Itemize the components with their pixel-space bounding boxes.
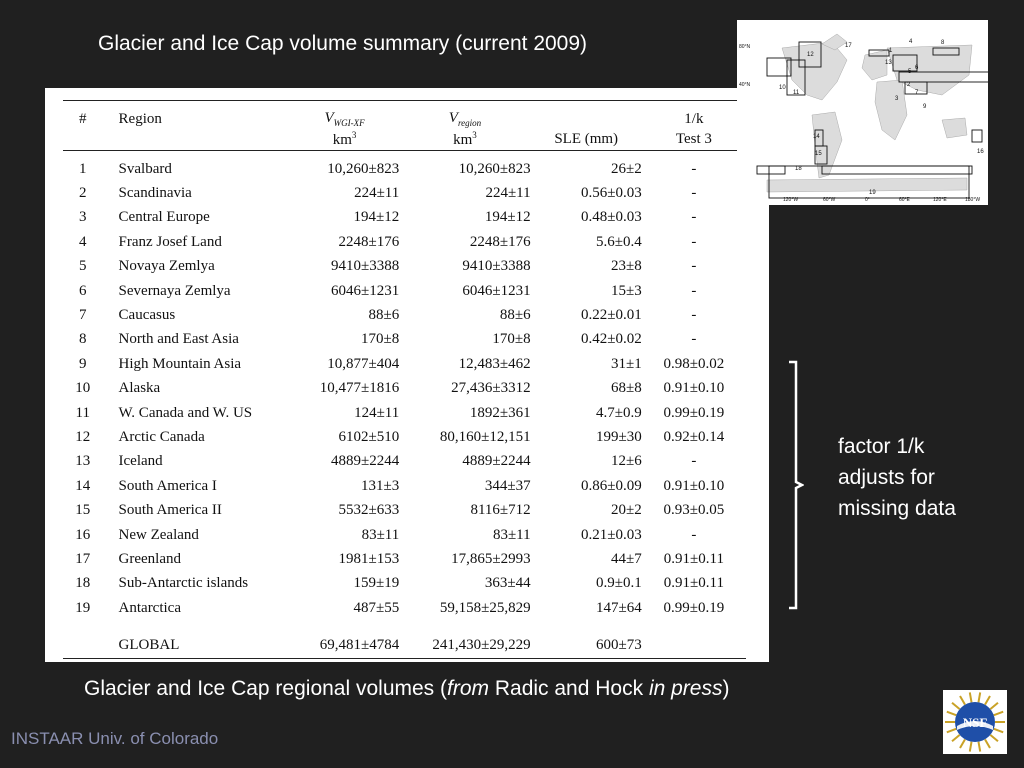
cell-sle: 68±8 xyxy=(611,380,642,397)
cell-k: - xyxy=(691,185,697,202)
global-cell-sle: 600±73 xyxy=(531,620,642,659)
table-row xyxy=(63,596,746,620)
global-cell-k xyxy=(642,620,746,659)
map-lon-label: 120°E xyxy=(933,197,947,203)
cell-v1: 10,260±823 xyxy=(327,160,400,177)
header-sle: SLE (mm) xyxy=(531,128,642,151)
caption-from: from xyxy=(447,677,490,700)
map-region-label: 12 xyxy=(807,52,814,58)
map-lat-label: 80°N xyxy=(739,44,751,50)
map-lon-label: 120°W xyxy=(783,197,799,203)
cell-sle: 0.42±0.02 xyxy=(581,331,642,348)
cell-k: 0.93±0.05 xyxy=(663,502,725,519)
table-row-global xyxy=(63,620,746,659)
cell-n: 4 xyxy=(79,233,87,250)
cell-n: 18 xyxy=(75,575,91,592)
cell-k: 0.92±0.14 xyxy=(663,428,725,445)
header-sle-blank xyxy=(531,101,642,129)
cell-v2: 12,483±462 xyxy=(458,355,531,372)
cell-region: Greenland xyxy=(118,550,181,567)
map-region-label: 15 xyxy=(815,151,822,157)
table-unit-row xyxy=(63,128,746,151)
cell-v1: 5532±633 xyxy=(338,502,400,519)
cell-v2: 1892±361 xyxy=(469,404,531,421)
cell-k: 0.91±0.11 xyxy=(663,575,724,592)
cell-v2: 8116±712 xyxy=(470,502,531,519)
cell-region: New Zealand xyxy=(118,526,199,543)
cell-k: - xyxy=(691,282,697,299)
cell-sle: 199±30 xyxy=(596,428,642,445)
cell-v2: 88±6 xyxy=(499,307,531,324)
map-region-label: 13 xyxy=(885,60,892,66)
table-row xyxy=(63,279,746,303)
header-num: # xyxy=(63,101,103,129)
table-row xyxy=(63,474,746,498)
cell-n: 15 xyxy=(75,502,91,519)
cell-region: High Mountain Asia xyxy=(118,355,242,372)
cell-v1: 6046±1231 xyxy=(331,282,400,299)
cell-sle: 20±2 xyxy=(611,502,642,519)
cell-v1: 194±12 xyxy=(353,209,400,226)
header-v-region-unit: $km^3$ xyxy=(399,128,530,151)
table-row xyxy=(63,425,746,449)
global-cell-v1: 69,481±4784 xyxy=(290,620,399,659)
cell-v1: 159±19 xyxy=(353,575,400,592)
cell-n: 16 xyxy=(75,526,91,543)
cell-region: Svalbard xyxy=(118,160,172,177)
map-region-label: 9 xyxy=(923,104,927,110)
table-row xyxy=(63,498,746,522)
header-v-wgi-unit: $km^3$ xyxy=(290,128,399,151)
table-row xyxy=(63,230,746,254)
cell-k: 0.99±0.19 xyxy=(663,404,725,421)
cell-region: Caucasus xyxy=(118,307,176,324)
map-lon-label: 180°W xyxy=(965,197,981,203)
cell-sle: 23±8 xyxy=(611,258,642,275)
glacier-region-map xyxy=(737,20,988,205)
cell-region: North and East Asia xyxy=(118,331,239,348)
cell-v2: 17,865±2993 xyxy=(451,550,531,567)
slide-title: Glacier and Ice Cap volume summary (current 2009) xyxy=(98,32,588,55)
cell-k: - xyxy=(691,526,697,543)
table-row xyxy=(63,377,746,401)
cell-v2: 59,158±25,829 xyxy=(439,599,531,616)
map-region-label: 4 xyxy=(909,39,913,45)
map-region-label: 7 xyxy=(915,90,919,96)
global-cell-n xyxy=(63,620,103,659)
caption-prefix: Glacier and Ice Cap regional volumes ( xyxy=(84,677,448,700)
cell-k: - xyxy=(691,331,697,348)
slide-caption xyxy=(84,677,729,701)
table-body xyxy=(63,151,746,659)
cell-v1: 1981±153 xyxy=(338,550,400,567)
nsf-logo-text: NSF xyxy=(962,715,988,730)
header-v-wgi xyxy=(290,101,399,129)
cell-sle: 5.6±0.4 xyxy=(596,233,642,250)
map-region-label: 17 xyxy=(845,43,852,49)
map-region-label: 18 xyxy=(795,166,802,172)
table-row xyxy=(63,303,746,327)
cell-n: 2 xyxy=(79,185,87,202)
cell-v2: 6046±1231 xyxy=(462,282,531,299)
nsf-logo-icon xyxy=(943,690,1007,754)
cell-v1: 83±11 xyxy=(361,526,400,543)
cell-k: - xyxy=(691,307,697,324)
cell-v1: 88±6 xyxy=(368,307,400,324)
map-region-label: 3 xyxy=(895,96,899,102)
cell-sle: 0.56±0.03 xyxy=(581,185,642,202)
header-v-region-symbol: V xyxy=(448,110,458,126)
cell-n: 14 xyxy=(75,477,91,494)
cell-k: - xyxy=(691,160,697,177)
factor-note: factor 1/k adjusts for missing data xyxy=(838,435,956,520)
cell-n: 3 xyxy=(79,209,87,226)
map-region-label: 8 xyxy=(941,40,945,46)
table-row xyxy=(63,401,746,425)
map-region-label: 5 xyxy=(908,69,912,75)
cell-sle: 147±64 xyxy=(596,599,642,616)
table-row xyxy=(63,572,746,596)
cell-n: 10 xyxy=(75,380,91,397)
table-row xyxy=(63,181,746,205)
cell-sle: 4.7±0.9 xyxy=(596,404,642,421)
map-region-label: 16 xyxy=(977,149,984,155)
map-lon-label: 60°W xyxy=(823,197,836,203)
map-region-label: 2 xyxy=(907,82,911,88)
cell-v1: 4889±2244 xyxy=(331,453,400,470)
cell-sle: 0.21±0.03 xyxy=(581,526,642,543)
cell-sle: 0.48±0.03 xyxy=(581,209,642,226)
cell-sle: 0.86±0.09 xyxy=(581,477,642,494)
cell-sle: 0.22±0.01 xyxy=(581,307,642,324)
cell-v2: 27,436±3312 xyxy=(451,380,531,397)
cell-v2: 80,160±12,151 xyxy=(439,428,531,445)
header-v-wgi-symbol: V xyxy=(324,110,334,126)
header-region: Region xyxy=(103,101,290,129)
cell-region: Franz Josef Land xyxy=(118,233,222,250)
map-region-label: 11 xyxy=(793,90,800,96)
cell-v2: 170±8 xyxy=(492,331,531,348)
nsf-logo xyxy=(943,690,1007,754)
cell-v1: 487±55 xyxy=(353,599,400,616)
cell-v1: 224±11 xyxy=(354,185,400,202)
cell-k: 0.91±0.10 xyxy=(663,380,725,397)
cell-v1: 124±11 xyxy=(354,404,400,421)
cell-k: 0.98±0.02 xyxy=(663,355,725,372)
volume-table xyxy=(63,100,746,659)
table-row xyxy=(63,328,746,352)
map-region-label: 14 xyxy=(813,134,820,140)
cell-k: - xyxy=(691,258,697,275)
world-map-image xyxy=(737,20,988,205)
cell-sle: 44±7 xyxy=(611,550,642,567)
cell-n: 1 xyxy=(79,160,87,177)
map-region-label: 6 xyxy=(915,65,919,71)
table-row xyxy=(63,206,746,230)
cell-region: W. Canada and W. US xyxy=(118,404,253,421)
table-row xyxy=(63,352,746,376)
cell-n: 5 xyxy=(79,258,87,275)
caption-middle: Radic and Hock xyxy=(489,677,649,700)
cell-region: South America I xyxy=(118,477,217,494)
map-region-label: 1 xyxy=(889,48,893,54)
footer-affiliation: INSTAAR Univ. of Colorado xyxy=(11,729,219,748)
cell-v1: 6102±510 xyxy=(338,428,400,445)
cell-region: Scandinavia xyxy=(118,185,192,202)
header-k: 1/k xyxy=(642,101,746,129)
cell-region: Arctic Canada xyxy=(118,428,205,445)
cell-v2: 9410±3388 xyxy=(462,258,531,275)
table-row xyxy=(63,547,746,571)
map-region-label: 19 xyxy=(869,190,876,196)
global-cell-v2: 241,430±29,229 xyxy=(399,620,530,659)
map-region-label: 10 xyxy=(779,85,786,91)
table-header-row xyxy=(63,101,746,129)
cell-region: Central Europe xyxy=(118,209,210,226)
global-cell-region: GLOBAL xyxy=(103,620,290,659)
cell-v2: 83±11 xyxy=(492,526,531,543)
header-v-wgi-subscript: WGI-XF xyxy=(333,118,365,128)
cell-v2: 2248±176 xyxy=(469,233,531,250)
cell-v1: 10,477±1816 xyxy=(319,380,400,397)
cell-region: Sub-Antarctic islands xyxy=(118,575,249,592)
cell-region: Iceland xyxy=(118,453,163,470)
map-latitude-labels xyxy=(739,44,751,88)
header-v-region xyxy=(399,101,530,129)
cell-sle: 31±1 xyxy=(611,355,642,372)
cell-n: 9 xyxy=(79,355,87,372)
cell-k: 0.91±0.11 xyxy=(663,550,724,567)
right-brace xyxy=(786,360,804,610)
cell-v1: 10,877±404 xyxy=(327,355,400,372)
cell-region: Antarctica xyxy=(118,599,181,616)
caption-in-press: in press xyxy=(648,677,723,700)
cell-v2: 194±12 xyxy=(484,209,531,226)
cell-v1: 9410±3388 xyxy=(331,258,400,275)
cell-region: Novaya Zemlya xyxy=(118,258,215,275)
cell-v1: 2248±176 xyxy=(338,233,400,250)
table-row xyxy=(63,523,746,547)
cell-k: - xyxy=(691,453,697,470)
cell-n: 6 xyxy=(79,282,87,299)
caption-suffix: ) xyxy=(722,677,730,700)
map-lat-label: 40°N xyxy=(739,82,751,88)
cell-sle: 0.9±0.1 xyxy=(596,575,642,592)
cell-v1: 131±3 xyxy=(361,477,400,494)
cell-k: - xyxy=(691,233,697,250)
volume-table-panel xyxy=(45,88,769,662)
cell-n: 8 xyxy=(79,331,87,348)
cell-v2: 4889±2244 xyxy=(462,453,531,470)
map-lon-label: 60°E xyxy=(899,197,910,203)
table-row xyxy=(63,450,746,474)
cell-n: 7 xyxy=(79,307,87,324)
cell-region: South America II xyxy=(118,502,222,519)
cell-sle: 26±2 xyxy=(611,160,642,177)
cell-n: 13 xyxy=(75,453,91,470)
cell-region: Alaska xyxy=(118,380,161,397)
cell-n: 12 xyxy=(75,428,91,445)
table-row xyxy=(63,255,746,279)
map-lon-label: 0° xyxy=(865,197,870,203)
cell-k: - xyxy=(691,209,697,226)
cell-v2: 10,260±823 xyxy=(458,160,531,177)
cell-n: 17 xyxy=(75,550,91,567)
cell-v2: 363±44 xyxy=(484,575,531,592)
cell-v2: 344±37 xyxy=(484,477,531,494)
cell-n: 19 xyxy=(75,599,91,616)
cell-n: 11 xyxy=(75,404,90,421)
table-row xyxy=(63,151,746,182)
cell-region: Severnaya Zemlya xyxy=(118,282,231,299)
cell-k: 0.91±0.10 xyxy=(663,477,725,494)
cell-v2: 224±11 xyxy=(485,185,531,202)
cell-sle: 15±3 xyxy=(611,282,642,299)
cell-sle: 12±6 xyxy=(611,453,642,470)
cell-v1: 170±8 xyxy=(361,331,400,348)
header-v-region-subscript: region xyxy=(457,118,482,128)
cell-k: 0.99±0.19 xyxy=(663,599,725,616)
header-k-test: Test 3 xyxy=(642,128,746,151)
